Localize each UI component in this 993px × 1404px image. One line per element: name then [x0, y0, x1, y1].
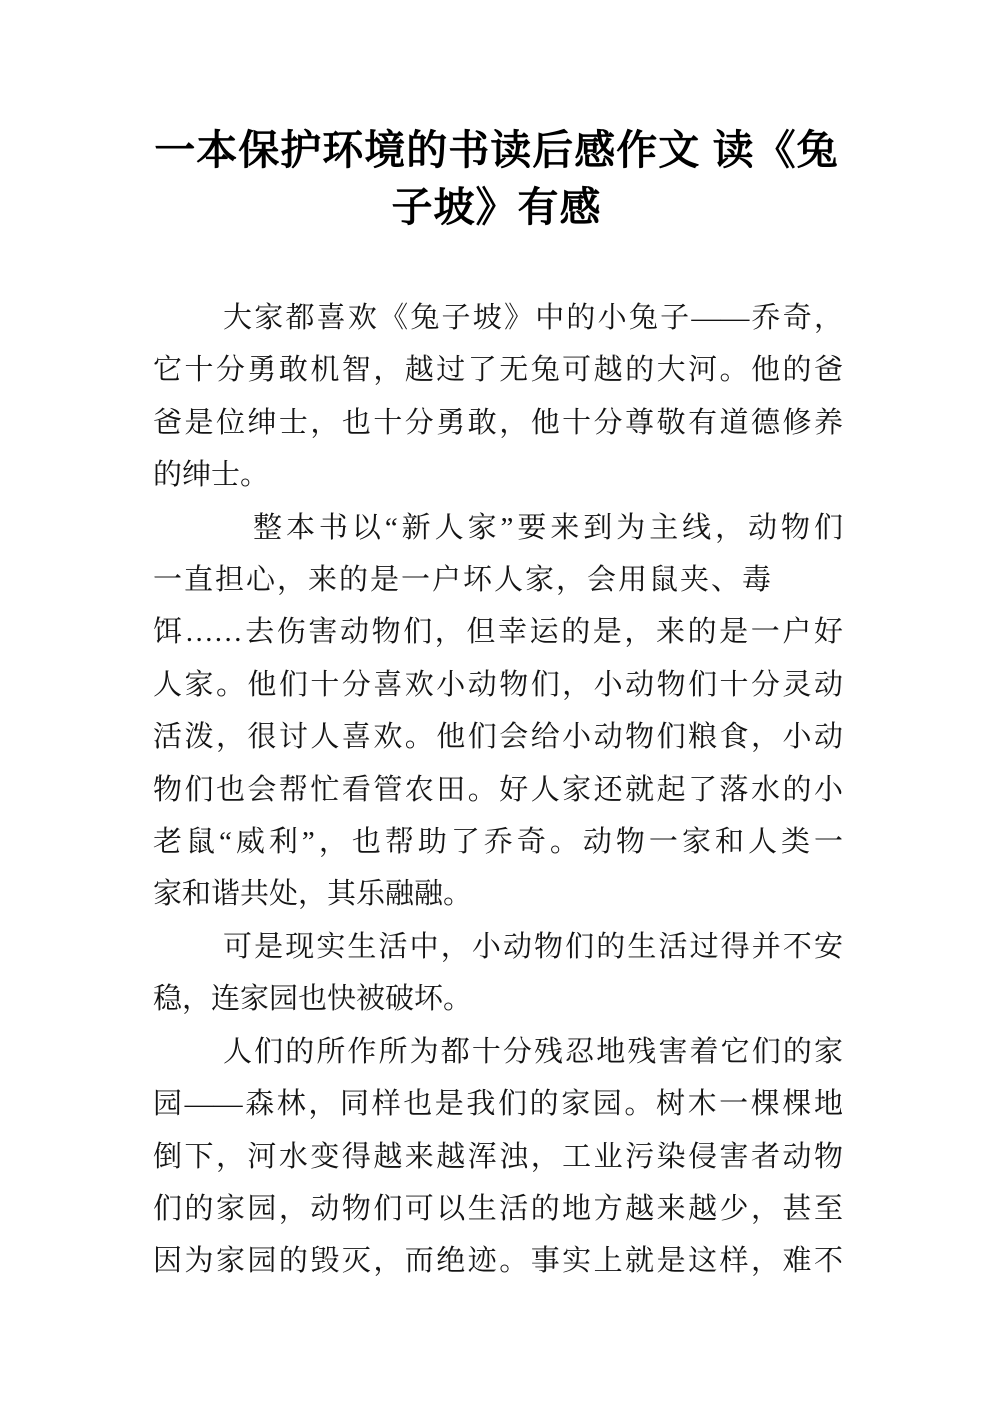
body-line: 稳，连家园也快被破坏。: [153, 983, 473, 1016]
body-line: 老鼠“威利”，也帮助了乔奇。动物一家和人类一: [153, 826, 843, 859]
document-body: [153, 292, 843, 1288]
body-line: 倒下，河水变得越来越浑浊，工业污染侵害者动物: [153, 1140, 843, 1173]
paragraph: [153, 292, 843, 502]
body-line: 活泼，很讨人喜欢。他们会给小动物们粮食，小动: [153, 721, 843, 754]
body-line: 一直担心，来的是一户坏人家，会用鼠夹、毒: [153, 564, 774, 597]
document-title: [80, 122, 913, 236]
paragraph: [153, 921, 843, 1026]
body-line: 家和谐共处，其乐融融。: [153, 878, 473, 911]
body-line: 可是现实生活中，小动物们的生活过得并不安: [223, 930, 843, 963]
body-line: 的绅士。: [153, 459, 270, 492]
body-line: 们的家园，动物们可以生活的地方越来越少，甚至: [153, 1192, 843, 1225]
body-line: 人们的所作所为都十分残忍地残害着它们的家: [223, 1035, 843, 1068]
body-line: 园——森林，同样也是我们的家园。树木一棵棵地: [153, 1088, 843, 1121]
body-line: 饵……去伤害动物们，但幸运的是，来的是一户好: [153, 616, 843, 649]
body-line: 大家都喜欢《兔子坡》中的小兔子——乔奇，: [223, 302, 843, 334]
paragraph: [153, 1026, 843, 1288]
body-line: 爸是位绅士，也十分勇敢，他十分尊敬有道德修养: [153, 406, 843, 439]
body-line: 它十分勇敢机智，越过了无兔可越的大河。他的爸: [153, 354, 843, 387]
body-line: 因为家园的毁灭，而绝迹。事实上就是这样，难不: [153, 1245, 843, 1278]
body-line: 整本书以“新人家”要来到为主线，动物们: [253, 511, 843, 544]
title-line: 一本保护环境的书读后感作文 读《兔: [154, 127, 839, 173]
body-line: 人家。他们十分喜欢小动物们，小动物们十分灵动: [153, 668, 843, 701]
title-line: 子坡》有感: [391, 184, 602, 230]
paragraph: [153, 502, 843, 921]
body-line: 物们也会帮忙看管农田。好人家还就起了落水的小: [153, 773, 843, 806]
